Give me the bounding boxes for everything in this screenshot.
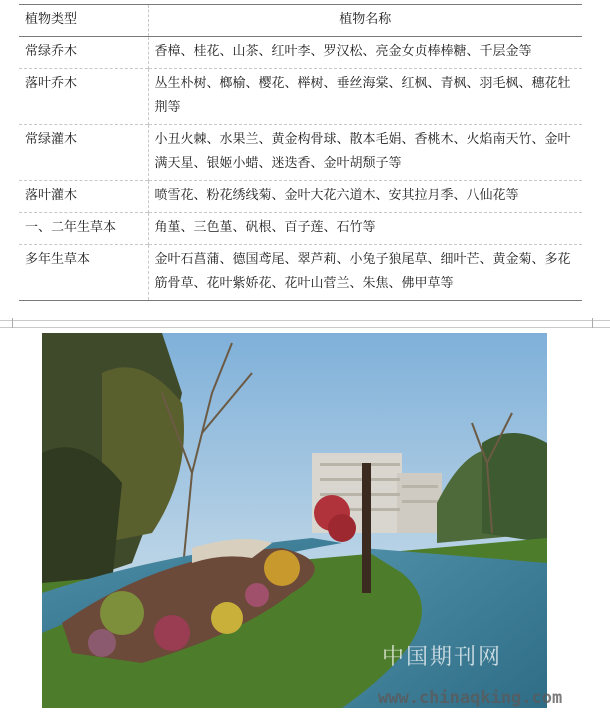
page-corner-mark-left [12,318,19,328]
cell-plant-names: 角堇、三色堇、矾根、百子莲、石竹等 [154,220,376,235]
page-corner-mark-right [592,318,599,328]
cell-plant-names: 丛生朴树、榔榆、樱花、榉树、垂丝海棠、红枫、青枫、羽毛枫、穗花牡荆等 [154,76,571,115]
plant-table-container [19,4,582,301]
page-break-divider [0,320,610,328]
cell-plant-names: 喷雪花、粉花绣线菊、金叶大花六道木、安其拉月季、八仙花等 [154,188,519,203]
table-row [19,37,582,69]
table-row [19,213,582,245]
watermark-cn: 中国期刊网 [382,645,503,670]
cell-plant-names: 小丑火棘、水果兰、黄金构骨球、散本毛娟、香桃木、火焰南天竹、金叶满天星、银姬小蜡、迷迭香、金叶胡颓子等 [154,132,571,171]
cell-plant-type: 常绿乔木 [19,37,148,69]
table-row [19,125,582,181]
cell-plant-type: 落叶灌木 [19,181,148,213]
cell-plant-type: 一、二年生草本 [19,213,148,245]
header-plant-type: 植物类型 [19,5,148,37]
plant-table [19,4,582,301]
header-plant-name: 植物名称 [339,12,392,27]
table-header-row [19,5,582,37]
table-row [19,245,582,301]
cell-plant-type: 常绿灌木 [19,125,148,181]
cell-plant-names: 香樟、桂花、山茶、红叶李、罗汉松、亮金女贞棒棒糖、千层金等 [154,44,532,59]
watermark-url: www.chinaqking.com [378,688,563,708]
cell-plant-names: 金叶石菖蒲、德国鸢尾、翠芦莉、小兔子狼尾草、细叶芒、黄金菊、多花筋骨草、花叶紫娇花、花叶山菅兰、朱焦、佛甲草等 [154,252,571,291]
table-row [19,69,582,125]
table-row [19,181,582,213]
cell-plant-type: 多年生草本 [19,245,148,301]
cell-plant-type: 落叶乔木 [19,69,148,125]
